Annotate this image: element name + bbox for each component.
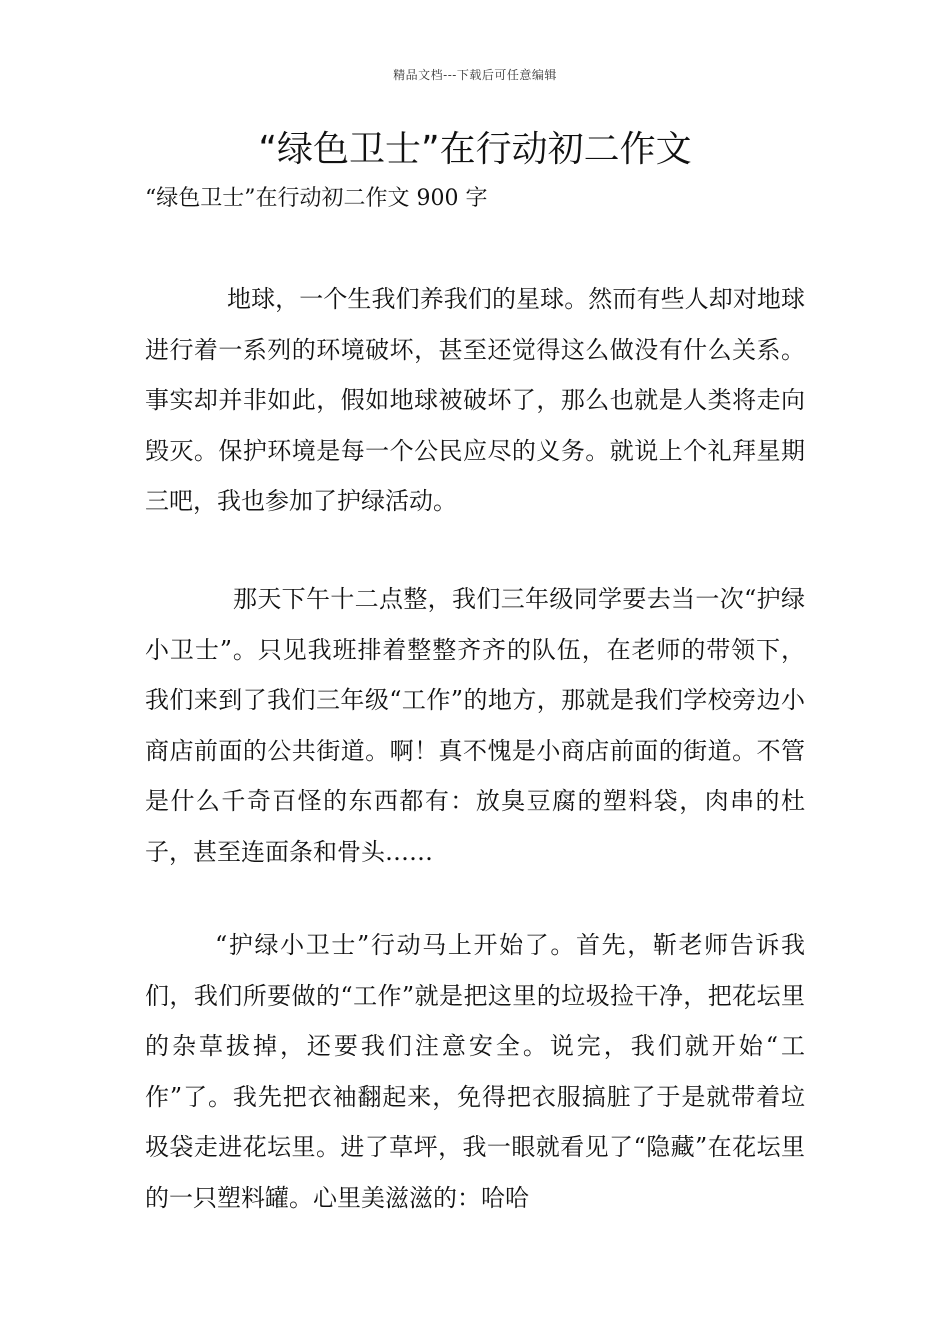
paragraph-3: “护绿小卫士”行动马上开始了。首先，靳老师告诉我们，我们所要做的“工作”就是把这里的垃圾捡干净，把花坛里的杂草拔掉，还要我们注意安全。说完，我们就开始“工作”了。我先把衣袖翻起来，免得把衣服搞脏了于是就带着垃圾袋走进花坛里。进了草坪，我一眼就看见了“隐藏”在花坛里的一只塑料罐。心里美滋滋的：哈哈 <box>145 931 805 1212</box>
paragraph-1: 地球，一个生我们养我们的星球。然而有些人却对地球进行着一系列的环境破坏，甚至还觉得这么做没有什么关系。事实却并非如此，假如地球被破坏了，那么也就是人类将走向毁灭。保护环境是每一个公民应尽的义务。就说上个礼拜星期三吧，我也参加了护绿活动。 <box>145 285 805 515</box>
document-title: “绿色卫士”在行动初二作文 <box>258 129 692 170</box>
header-watermark: 精品文档---下载后可任意编辑 <box>393 68 557 82</box>
document-subtitle: “绿色卫士”在行动初二作文 900 字 <box>145 186 488 211</box>
paragraph-2: 那天下午十二点整，我们三年级同学要去当一次“护绿小卫士”。只见我班排着整整齐齐的队伍，在老师的带领下，我们来到了我们三年级“工作”的地方，那就是我们学校旁边小商店前面的公共街道。啊！真不愧是小商店前面的街道。不管是什么千奇百怪的东西都有：放臭豆腐的塑料袋，肉串的杜子，甚至连面条和骨头…… <box>145 585 805 866</box>
